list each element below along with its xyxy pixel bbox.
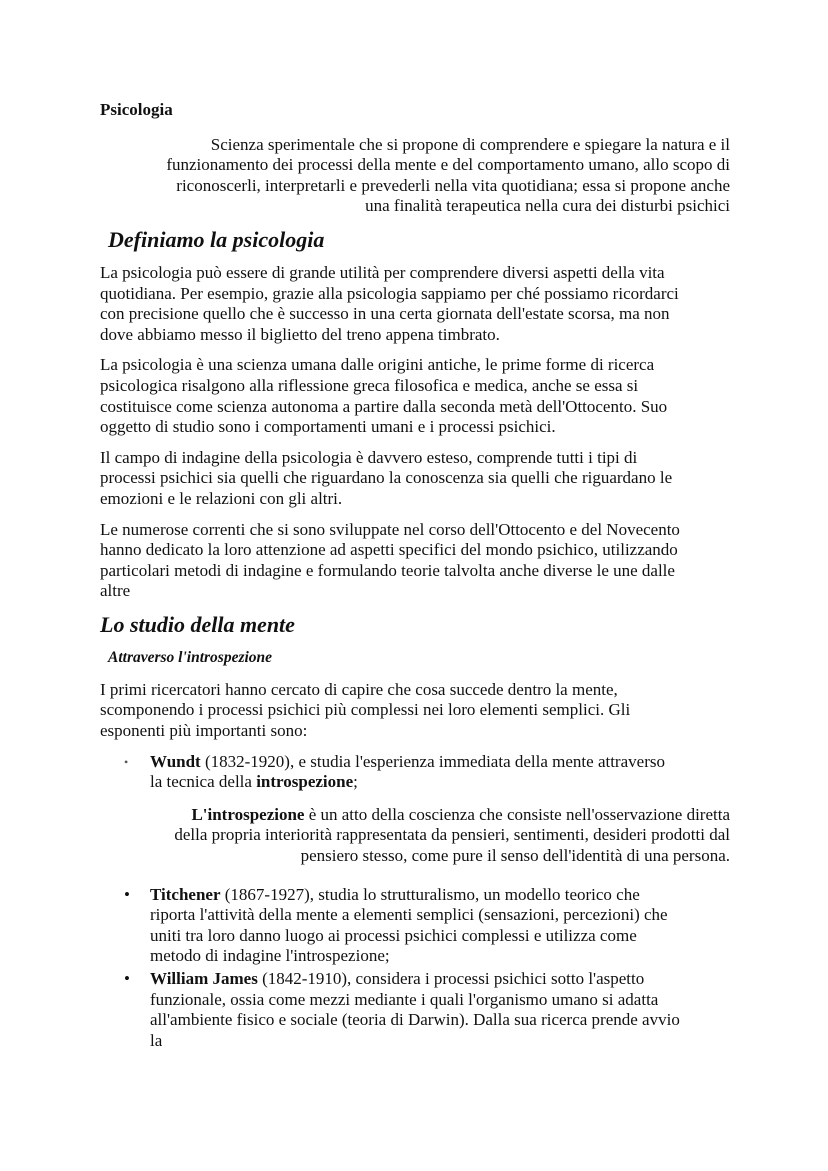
paragraph: Le numerose correnti che si sono sviluppate nel corso dell'Ottocento e del Novecento hanno dedicato la loro attenzione ad aspetti specifici del mondo psichico, utilizzando particolari metodi di indagine e formulando teorie talvolta anche diverse le une dalle altre (100, 519, 680, 601)
list-item-titchener (100, 885, 730, 967)
subheading-introspezione: Attraverso l'introspezione (108, 648, 273, 666)
paragraph: Il campo di indagine della psicologia è davvero esteso, comprende tutti i tipi di processi psichici sia quelli che riguardano la conoscenza sia quelli che riguardano le emozioni e le relazioni con gli altri. (100, 447, 673, 508)
paragraph: La psicologia è una scienza umana dalle origini antiche, le prime forme di ricerca psicologica risalgono alla riflessione greca filosofica e medica, anche se essa si costituisce come scienza autonoma a partire dalla seconda metà dell'Ottocento. Suo oggetto di studio sono i comportamenti umani e i processi psichici. (100, 355, 668, 437)
item-text-end: ; (353, 772, 358, 792)
item-text: (1867-1927), studia lo strutturalismo, un modello teorico che riporta l'attività della mente a elementi semplici (sensazioni, percezioni) che uniti tra loro danno luogo ai processi psichici complessi e utilizza come metodo di indagine l'introspezione; (150, 884, 668, 966)
person-name: Titchener (150, 884, 221, 904)
bullet-icon: • (124, 884, 130, 904)
person-name: Wundt (150, 751, 201, 771)
item-text: (1832-1920), e studia l'esperienza immediata della mente attraverso la tecnica della (150, 751, 665, 792)
list-item-wundt (100, 752, 730, 793)
bullet-icon: • (124, 754, 129, 769)
item-text: (1842-1910), considera i processi psichici sotto l'aspetto funzionale, ossia come mezzi mediante i quali l'organismo umano si adatta all'ambiente fisico e sociale (teoria di Darwin). Dalla sua ricerca prende avvio la (150, 969, 680, 1050)
document-page (100, 100, 730, 1063)
section-heading-definiamo: Definiamo la psicologia (108, 226, 325, 252)
paragraph: La psicologia può essere di grande utilità per comprendere diversi aspetti della vita quotidiana. Per esempio, grazie alla psicologia sappiamo per ché possiamo ricordarci con precisione quello che è successo in una certa giornata dell'estate scorsa, ma non dove abbiamo messo il biglietto del treno appena timbrato. (100, 262, 679, 344)
bullet-list (100, 885, 730, 1052)
document-title: Psicologia (100, 100, 173, 119)
bullet-list-wundt (100, 752, 730, 793)
paragraph: I primi ricercatori hanno cercato di capire che cosa succede dentro la mente, scomponendo i processi psichici più complessi nei loro elementi semplici. Gli esponenti più importanti sono: (100, 679, 631, 741)
bullet-icon: • (124, 969, 130, 988)
definition-text: è un atto della coscienza che consiste nell'osservazione diretta della propria interiorità rappresentata da pensieri, sentimenti, desideri prodotti dal pensiero stesso, come pure il senso dell'identità di una persona. (174, 804, 730, 866)
section-heading-studio-mente: Lo studio della mente (100, 611, 295, 637)
bold-term: L'introspezione (191, 804, 305, 824)
bold-term: introspezione (256, 772, 354, 792)
list-item-william-james (100, 969, 730, 1051)
introspection-definition (100, 805, 730, 867)
person-name: William James (150, 969, 258, 988)
definition-paragraph: Scienza sperimentale che si propone di comprendere e spiegare la natura e il funzionamento dei processi della mente e del comportamento umano, allo scopo di riconoscerli, interpretarli e prevederli nella vita quotidiana; essa si propone anche una finalità terapeutica nella cura dei disturbi psichici (166, 134, 730, 216)
